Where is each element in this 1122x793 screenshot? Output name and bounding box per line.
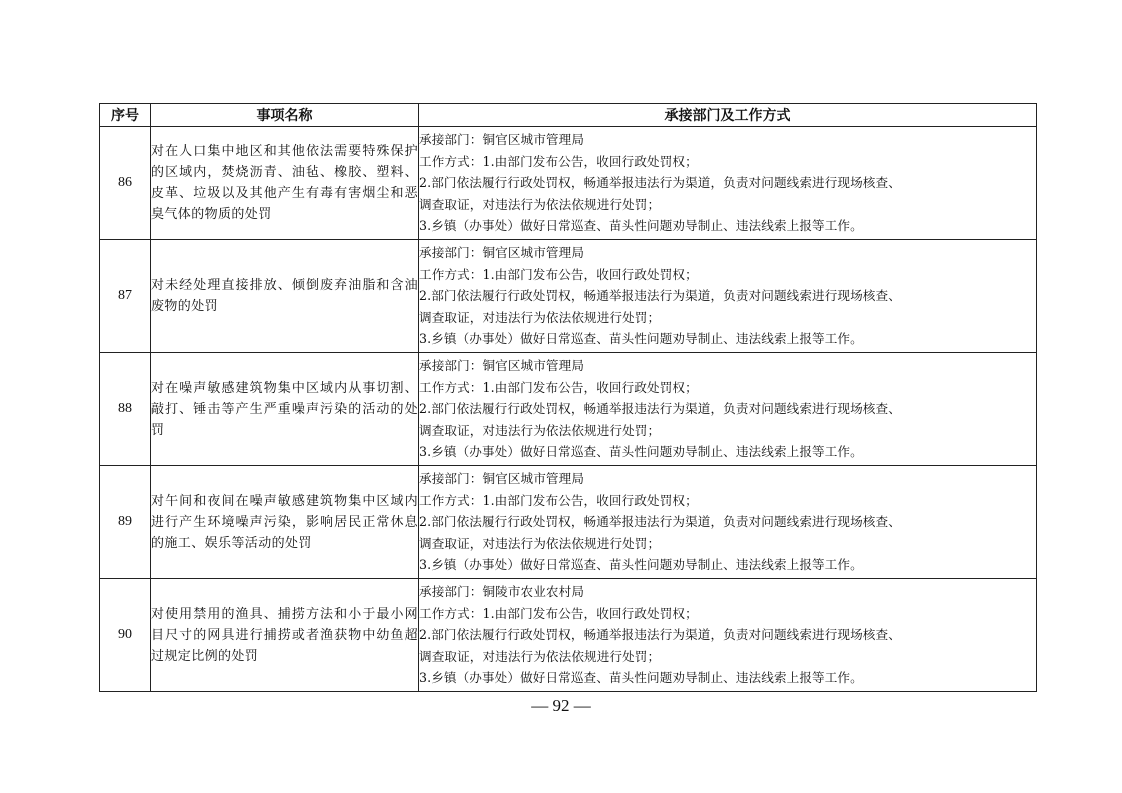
method-line: 调查取证，对违法行为依法依规进行处罚； — [419, 196, 661, 212]
method-line: 调查取证，对违法行为依法依规进行处罚； — [419, 422, 661, 438]
row-dept-method — [419, 240, 1037, 353]
method-line: 3.乡镇（办事处）做好日常巡查、苗头性问题劝导制止、违法线索上报等工作。 — [419, 670, 863, 686]
method-line: 3.乡镇（办事处）做好日常巡查、苗头性问题劝导制止、违法线索上报等工作。 — [419, 218, 863, 234]
method-line: 工作方式：1.由部门发布公告，收回行政处罚权； — [419, 153, 698, 169]
table-row — [100, 240, 1037, 353]
method-line: 工作方式：1.由部门发布公告，收回行政处罚权； — [419, 605, 698, 621]
row-item-name: 对在人口集中地区和其他依法需要特殊保护的区域内，焚烧沥青、油毡、橡胶、塑料、皮革、垃圾以及其他产生有毒有害烟尘和恶臭气体的物质的处罚 — [151, 127, 419, 240]
method-line: 工作方式：1.由部门发布公告，收回行政处罚权； — [419, 492, 698, 508]
method-line: 2.部门依法履行行政处罚权，畅通举报违法行为渠道，负责对问题线索进行现场核查、 — [419, 175, 901, 191]
table-row — [100, 127, 1037, 240]
dept-line: 承接部门：铜官区城市管理局 — [419, 132, 585, 148]
method-line: 调查取证，对违法行为依法依规进行处罚； — [419, 309, 661, 325]
method-line: 3.乡镇（办事处）做好日常巡查、苗头性问题劝导制止、违法线索上报等工作。 — [419, 444, 863, 460]
method-line: 2.部门依法履行行政处罚权，畅通举报违法行为渠道，负责对问题线索进行现场核查、 — [419, 288, 901, 304]
method-line: 2.部门依法履行行政处罚权，畅通举报违法行为渠道，负责对问题线索进行现场核查、 — [419, 401, 901, 417]
row-item-name: 对未经处理直接排放、倾倒废弃油脂和含油废物的处罚 — [151, 240, 419, 353]
header-seq: 序号 — [100, 104, 151, 127]
row-seq: 90 — [100, 579, 151, 692]
row-dept-method — [419, 579, 1037, 692]
method-line: 3.乡镇（办事处）做好日常巡查、苗头性问题劝导制止、违法线索上报等工作。 — [419, 331, 863, 347]
table-row — [100, 579, 1037, 692]
method-line: 调查取证，对违法行为依法依规进行处罚； — [419, 648, 661, 664]
method-line: 工作方式：1.由部门发布公告，收回行政处罚权； — [419, 266, 698, 282]
method-line: 3.乡镇（办事处）做好日常巡查、苗头性问题劝导制止、违法线索上报等工作。 — [419, 557, 863, 573]
row-item-name: 对在噪声敏感建筑物集中区域内从事切割、敲打、锤击等产生严重噪声污染的活动的处罚 — [151, 353, 419, 466]
dept-line: 承接部门：铜官区城市管理局 — [419, 245, 585, 261]
row-seq: 87 — [100, 240, 151, 353]
header-item-name: 事项名称 — [151, 104, 419, 127]
table-row — [100, 466, 1037, 579]
method-line: 2.部门依法履行行政处罚权，畅通举报违法行为渠道，负责对问题线索进行现场核查、 — [419, 627, 901, 643]
table-header-row — [100, 104, 1037, 127]
row-dept-method — [419, 466, 1037, 579]
table-row — [100, 353, 1037, 466]
row-dept-method — [419, 127, 1037, 240]
method-line: 调查取证，对违法行为依法依规进行处罚； — [419, 535, 661, 551]
header-dept-method: 承接部门及工作方式 — [419, 104, 1037, 127]
row-seq: 86 — [100, 127, 151, 240]
dept-line: 承接部门：铜陵市农业农村局 — [419, 584, 585, 600]
row-item-name: 对使用禁用的渔具、捕捞方法和小于最小网目尺寸的网具进行捕捞或者渔获物中幼鱼超过规定比例的处罚 — [151, 579, 419, 692]
row-item-name: 对午间和夜间在噪声敏感建筑物集中区域内进行产生环境噪声污染，影响居民正常休息的施工、娱乐等活动的处罚 — [151, 466, 419, 579]
dept-line: 承接部门：铜官区城市管理局 — [419, 358, 585, 374]
method-line: 2.部门依法履行行政处罚权，畅通举报违法行为渠道，负责对问题线索进行现场核查、 — [419, 514, 901, 530]
row-seq: 89 — [100, 466, 151, 579]
method-line: 工作方式：1.由部门发布公告，收回行政处罚权； — [419, 379, 698, 395]
page-number: — 92 — — [531, 696, 591, 715]
row-seq: 88 — [100, 353, 151, 466]
items-table — [99, 103, 1037, 692]
dept-line: 承接部门：铜官区城市管理局 — [419, 471, 585, 487]
row-dept-method — [419, 353, 1037, 466]
